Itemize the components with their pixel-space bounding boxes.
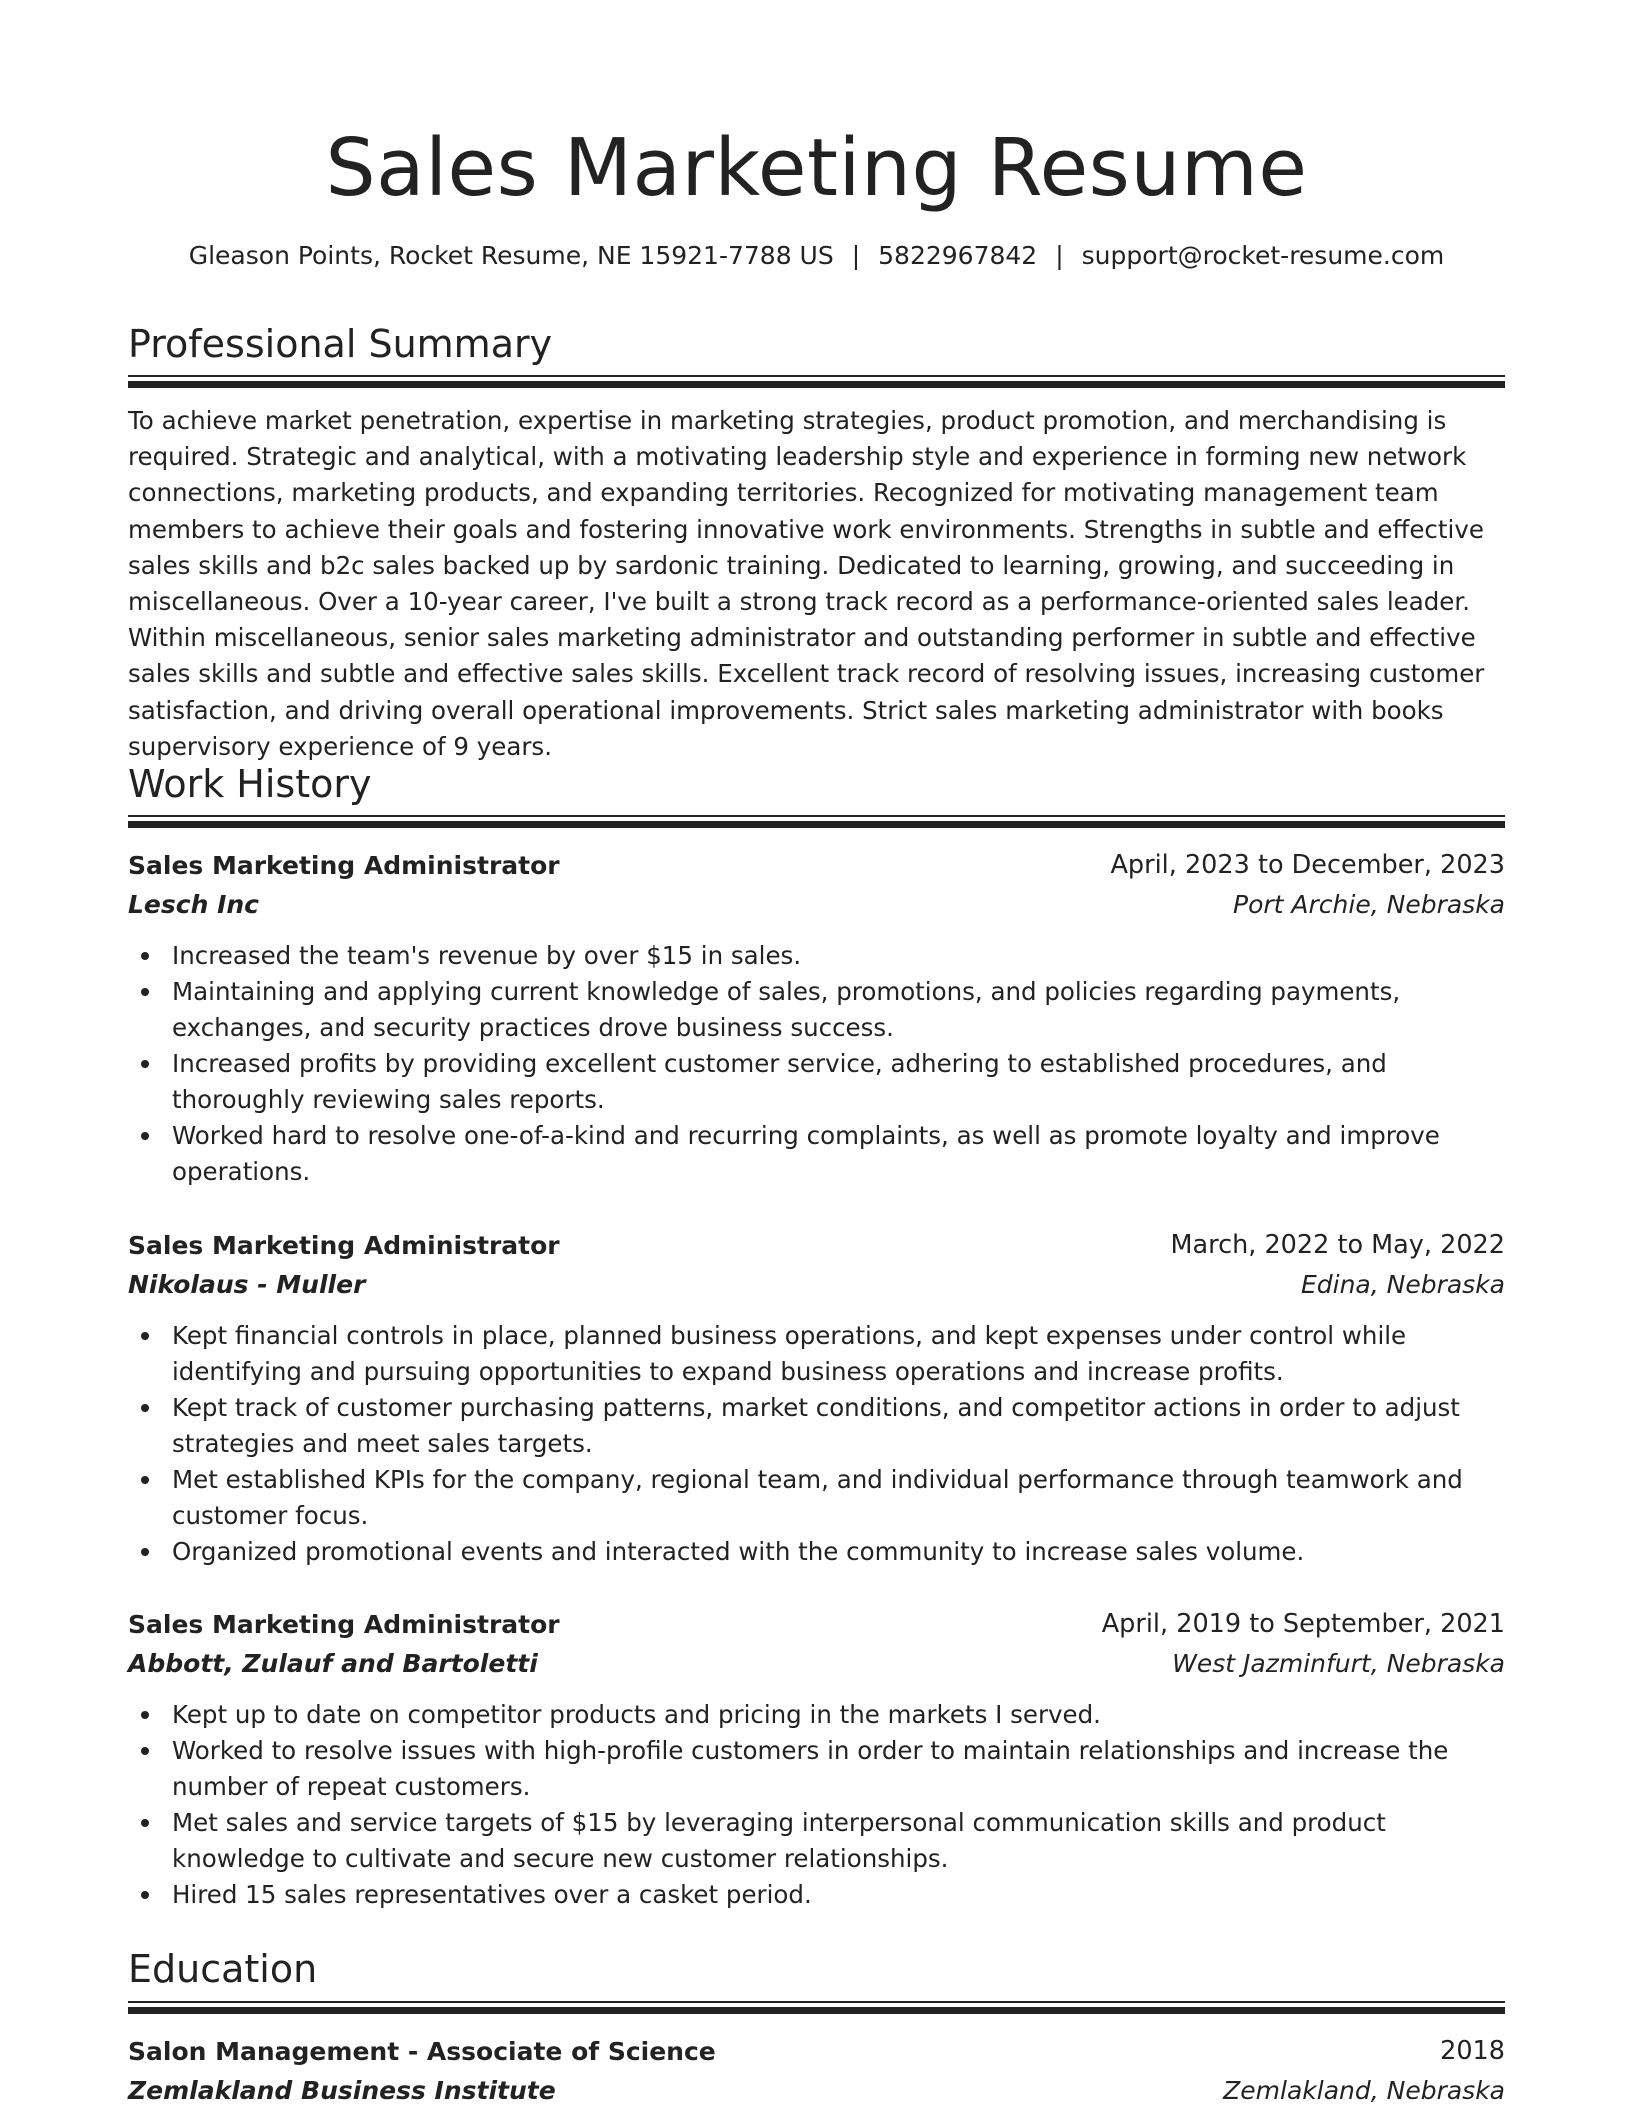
education-year: 2018 (1440, 2036, 1505, 2066)
education-entry (128, 2032, 1505, 2110)
bullet-text: Kept financial controls in place, planned business operations, and kept expenses under control while identifying and pursuing opportunities to expand business operations and increase profits. (172, 1321, 1407, 1386)
bullet-text: Worked to resolve issues with high-profile customers in order to maintain relationships and increase the number of repeat customers. (172, 1736, 1449, 1801)
job-company: Lesch Inc (128, 890, 260, 919)
list-item (128, 974, 1505, 1046)
bullet-text: Kept up to date on competitor products and pricing in the markets I served. (172, 1700, 1101, 1729)
job-dates: April, 2023 to December, 2023 (1110, 850, 1505, 880)
contact-email: support@rocket-resume.com (1081, 241, 1445, 270)
bullet-icon (141, 1747, 149, 1755)
bullet-icon (141, 1548, 149, 1556)
list-item (128, 1462, 1505, 1534)
job-title: Sales Marketing Administrator (128, 1610, 560, 1639)
job-location: West Jazminfurt, Nebraska (1172, 1649, 1505, 1678)
list-item (128, 1877, 1505, 1913)
bullet-text: Increased profits by providing excellent customer service, adhering to established procedures, and thoroughly reviewing sales reports. (172, 1049, 1387, 1114)
section-divider (128, 815, 1505, 829)
bullet-icon (141, 1476, 149, 1484)
bullet-text: Worked hard to resolve one-of-a-kind and recurring complaints, as well as promote loyalty and improve operations. (172, 1121, 1440, 1186)
bullet-icon (141, 1404, 149, 1412)
section-divider (128, 2001, 1505, 2015)
job-dates: March, 2022 to May, 2022 (1170, 1230, 1505, 1260)
job-title: Sales Marketing Administrator (128, 851, 560, 880)
list-item (128, 1805, 1505, 1877)
contact-address: Gleason Points, Rocket Resume, NE 15921-7788 US (188, 241, 834, 270)
list-item (128, 1390, 1505, 1462)
list-item (128, 938, 1505, 974)
job-dates: April, 2019 to September, 2021 (1101, 1609, 1505, 1639)
section-heading-summary: Professional Summary (128, 322, 553, 366)
list-item (128, 1534, 1505, 1570)
bullet-text: Increased the team's revenue by over $15 in sales. (172, 941, 802, 970)
job-company: Abbott, Zulauf and Bartoletti (128, 1649, 538, 1678)
education-location: Zemlakland, Nebraska (1223, 2076, 1505, 2105)
summary-paragraph: To achieve market penetration, expertise in marketing strategies, product promotion, and merchandising is required. Strategic and analytical, with a motivating leadership style and experience in forming new network connections, marketing products, and expanding territories. Recognized for motivating management team members to achieve their goals and fostering innovative work environments. Strengths in subtle and effective sales skills and b2c sales backed up by sardonic training. Dedicated to learning, growing, and succeeding in miscellaneous. Over a 10-year career, I've built a strong track record as a performance-oriented sales leader. Within miscellaneous, senior sales marketing administrator and outstanding performer in subtle and effective sales skills and subtle and effective sales skills. Excellent track record of resolving issues, increasing customer satisfaction, and driving overall operational improvements. Strict sales marketing administrator with books supervisory experience of 9 years. (128, 406, 1485, 761)
bullet-text: Maintaining and applying current knowledge of sales, promotions, and policies regarding payments, exchanges, and security practices drove business success. (172, 977, 1401, 1042)
job-company: Nikolaus - Muller (128, 1270, 366, 1299)
resume-title: Sales Marketing Resume (325, 122, 1308, 214)
job-title: Sales Marketing Administrator (128, 1231, 560, 1260)
contact-line (128, 238, 1505, 274)
bullet-text: Hired 15 sales representatives over a casket period. (172, 1880, 812, 1909)
bullet-text: Kept track of customer purchasing patterns, market conditions, and competitor actions in order to adjust strategies and meet sales targets. (172, 1393, 1460, 1458)
bullet-icon (141, 1891, 149, 1899)
education-degree: Salon Management - Associate of Science (128, 2037, 716, 2066)
bullet-icon (141, 1711, 149, 1719)
bullet-text: Met sales and service targets of $15 by leveraging interpersonal communication skills and product knowledge to cultivate and secure new customer relationships. (172, 1808, 1386, 1873)
section-divider (128, 375, 1505, 389)
job-entry (128, 846, 1505, 1190)
job-entry (128, 1605, 1505, 1913)
bullet-icon (141, 1332, 149, 1340)
job-bullets (128, 1318, 1505, 1570)
education-school: Zemlakland Business Institute (128, 2076, 556, 2105)
bullet-icon (141, 1132, 149, 1140)
job-bullets (128, 1697, 1505, 1913)
bullet-text: Met established KPIs for the company, regional team, and individual performance through teamwork and customer focus. (172, 1465, 1463, 1530)
contact-separator: | (851, 241, 861, 270)
list-item (128, 1318, 1505, 1390)
list-item (128, 1046, 1505, 1118)
list-item (128, 1118, 1505, 1190)
section-heading-education: Education (128, 1947, 318, 1991)
job-location: Port Archie, Nebraska (1233, 890, 1505, 919)
job-bullets (128, 938, 1505, 1190)
bullet-icon (141, 1819, 149, 1827)
list-item (128, 1697, 1505, 1733)
bullet-icon (141, 988, 149, 996)
bullet-icon (141, 952, 149, 960)
job-location: Edina, Nebraska (1300, 1270, 1505, 1299)
bullet-text: Organized promotional events and interacted with the community to increase sales volume. (172, 1537, 1305, 1566)
job-entry (128, 1226, 1505, 1570)
list-item (128, 1733, 1505, 1805)
contact-separator: | (1055, 241, 1064, 270)
section-heading-work: Work History (128, 762, 372, 806)
contact-phone: 5822967842 (878, 241, 1038, 270)
bullet-icon (141, 1060, 149, 1068)
